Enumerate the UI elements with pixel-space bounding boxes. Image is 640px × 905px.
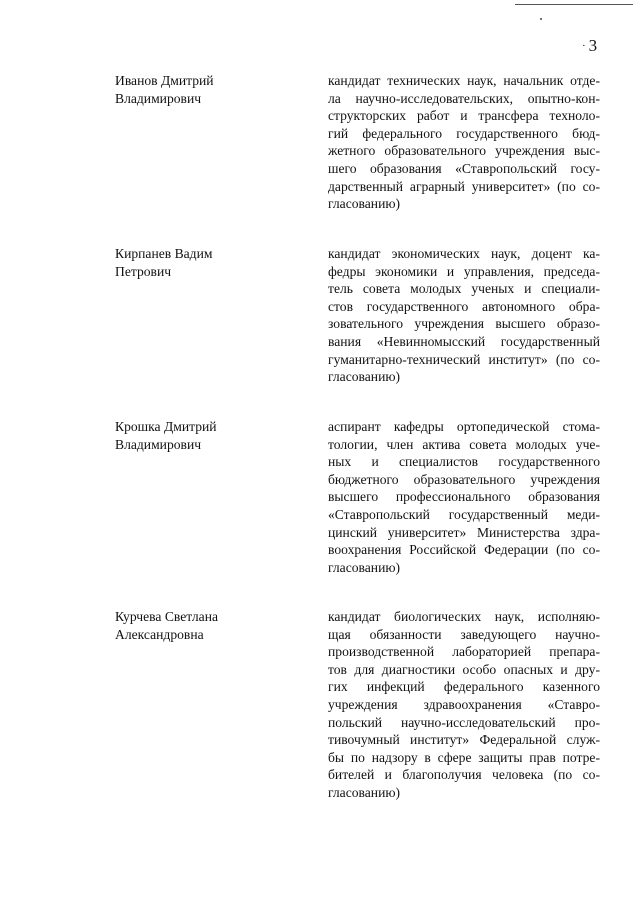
page-number-value: 3 — [588, 36, 598, 55]
member-name — [115, 245, 290, 280]
description-line: жетного образовательного учреждения выс- — [328, 143, 600, 159]
member-description — [328, 72, 600, 213]
description-line: шего образования «Ставропольский госу- — [328, 160, 600, 176]
description-line: федры экономики и управления, председа- — [328, 263, 600, 279]
description-line: высшего профессионального образования — [328, 489, 600, 505]
description-line: гласованию) — [328, 369, 401, 385]
description-line: кандидат биологических наук, исполняю- — [328, 609, 600, 624]
description-line: гласованию) — [328, 559, 401, 575]
description-line: аспирант кафедры ортопедической стома- — [328, 419, 600, 434]
description-line: стов государственного автономного обра- — [328, 298, 600, 314]
member-name-line: Крошка Дмитрий — [115, 419, 217, 434]
description-line: кандидат экономических наук, доцент ка- — [328, 246, 600, 261]
description-line: бюджетного образовательного учреждения — [328, 471, 600, 487]
description-line: ла научно-исследовательских, опытно-кон- — [328, 90, 600, 106]
description-line: воохранения Российской Федерации (по со- — [328, 542, 600, 558]
description-line: бы по надзору в сфере защиты прав потре- — [328, 749, 600, 765]
description-line: «Ставропольский государственный меди- — [328, 506, 600, 522]
description-line: польский научно-исследовательский про- — [328, 714, 600, 730]
member-name-line: Александровна — [115, 626, 204, 642]
description-line: вания «Невинномысский государственный — [328, 333, 600, 349]
description-line: производственной лабораторией препара- — [328, 644, 600, 660]
description-line: гласованию) — [328, 784, 401, 800]
member-name-line: Петрович — [115, 263, 172, 279]
description-line: тов для диагностики особо опасных и дру- — [328, 661, 600, 677]
member-description — [328, 418, 600, 576]
member-name-line: Иванов Дмитрий — [115, 73, 214, 88]
description-line: гий федерального государственного бюд- — [328, 125, 600, 141]
description-line: дарственный аграрный университет» (по со- — [328, 178, 600, 194]
description-line: гласованию) — [328, 196, 401, 212]
member-name — [115, 608, 290, 643]
description-line: кандидат технических наук, начальник отде- — [328, 73, 600, 88]
member-name-line: Курчева Светлана — [115, 609, 219, 624]
description-line: тель совета молодых ученых и специали- — [328, 281, 600, 297]
member-description — [328, 608, 600, 802]
member-name-line: Владимирович — [115, 90, 202, 106]
description-line: цинский университет» Министерства здра- — [328, 524, 600, 540]
description-line: бителей и благополучия человека (по со- — [328, 767, 600, 783]
description-line: зовательного учреждения высшего образо- — [328, 316, 600, 332]
description-line: гуманитарно-технический институт» (по со- — [328, 351, 600, 367]
description-line: щая обязанности заведующего научно- — [328, 626, 600, 642]
description-line: тологии, член актива совета молодых уче- — [328, 436, 600, 452]
member-name-line: Владимирович — [115, 436, 202, 452]
description-line: ных и специалистов государственного — [328, 454, 600, 470]
description-line: гих инфекций федерального казенного — [328, 679, 600, 695]
page-number — [582, 36, 597, 56]
top-rule — [515, 4, 633, 5]
scan-speck — [540, 18, 542, 20]
description-line: тивочумный институт» Федеральной служ- — [328, 732, 600, 748]
page-number-dot: · — [582, 40, 586, 52]
member-name — [115, 418, 290, 453]
member-name-line: Кирпанев Вадим — [115, 246, 213, 261]
description-line: учреждения здравоохранения «Ставро- — [328, 696, 600, 712]
member-description — [328, 245, 600, 386]
description-line: структорских работ и трансфера техноло- — [328, 108, 600, 124]
member-name — [115, 72, 290, 107]
